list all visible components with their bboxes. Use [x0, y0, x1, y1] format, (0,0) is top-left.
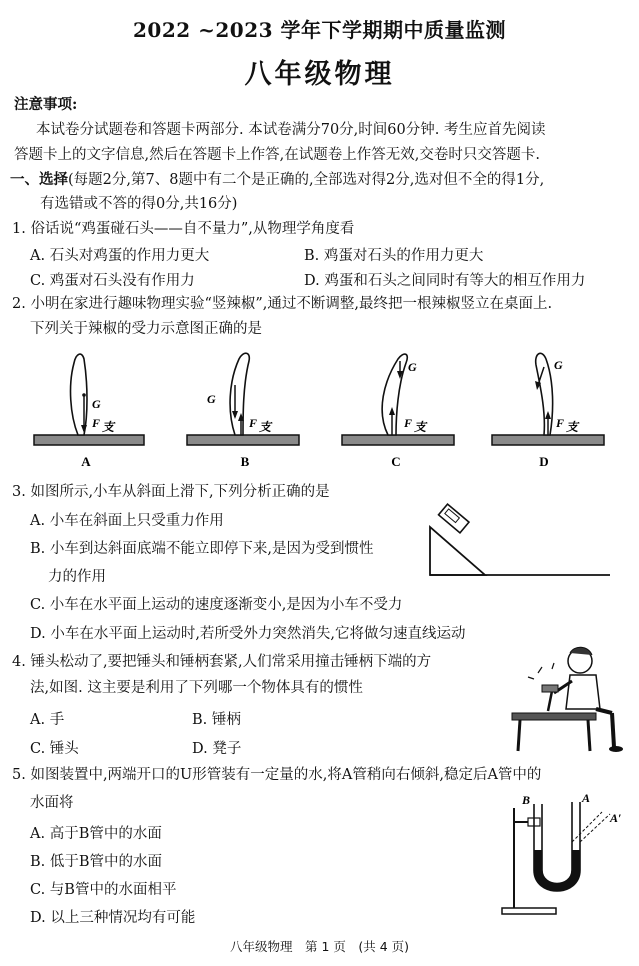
q5-option-b: B. 低于B管中的水面 [30, 854, 163, 870]
section-1-desc: (每题2分,第7、8题中有二个是正确的,全部选对得2分,选对但不全的得1分, [68, 172, 545, 188]
q2-stem-1: 2. 小明在家进行趣味物理实验“竖辣椒”,通过不断调整,最终把一根辣椒竖立在桌面上. [12, 296, 553, 312]
q2-figure-d [490, 345, 615, 475]
q1-option-d: D. 鸡蛋和石头之间同时有等大的相互作用力 [304, 273, 586, 289]
q5-label-a-prime: A′ [610, 811, 622, 825]
q2-d-force-f-sub: 支 [566, 420, 579, 434]
q5-stem-1: 5. 如图装置中,两端开口的U形管装有一定量的水,将A管稍向右倾斜,稳定后A管中的 [12, 767, 542, 783]
q4-option-b: B. 锤柄 [192, 712, 241, 728]
q5-u-tube-figure [500, 790, 630, 920]
q1-option-b: B. 鸡蛋对石头的作用力更大 [304, 248, 484, 264]
q1-option-c: C. 鸡蛋对石头没有作用力 [30, 273, 195, 289]
q4-option-d: D. 凳子 [192, 741, 242, 757]
q1-stem: 1. 俗话说“鸡蛋碰石头——自不量力”,从物理学角度看 [12, 221, 355, 237]
cart-icon [439, 504, 469, 533]
q1-option-a: A. 石头对鸡蛋的作用力更大 [30, 248, 210, 264]
q3-incline-figure [425, 505, 615, 585]
q5-label-b: B [522, 793, 531, 807]
q2-b-force-f-sub: 支 [259, 420, 272, 434]
q4-stem-1: 4. 锤头松动了,要把锤头和锤柄套紧,人们常采用撞击锤柄下端的方 [12, 654, 432, 670]
exam-subject: 八年级物理 [244, 59, 395, 90]
q2-a-force-f: F [92, 416, 101, 430]
q4-hammer-illustration [508, 643, 626, 758]
q4-option-a: A. 手 [30, 712, 65, 728]
q3-option-b: B. 小车到达斜面底端不能立即停下来,是因为受到惯性 [30, 541, 374, 557]
q3-option-a: A. 小车在斜面上只受重力作用 [30, 513, 224, 529]
q2-figure-a [30, 345, 150, 475]
q2-figure-c [340, 345, 460, 475]
hammer-handle-icon [548, 691, 552, 711]
q5-stem-2: 水面将 [30, 795, 74, 811]
q2-d-force-f: F [556, 416, 565, 430]
section-1-line-2: 有选错或不答的得0分,共16分) [40, 196, 238, 212]
q2-label-a: A [81, 454, 91, 469]
q2-b-force-f: F [249, 416, 258, 430]
notice-line-2: 答题卡上的文字信息,然后在答题卡上作答,在试题卷上作答无效,交卷时只交答题卡. [14, 147, 540, 163]
q2-label-d: D [539, 454, 549, 469]
q2-c-force-f: F [404, 416, 413, 430]
q2-a-force-g: G [92, 397, 101, 411]
section-1-heading: 一、选择 [10, 171, 68, 188]
q2-label-c: C [391, 454, 401, 469]
notice-heading: 注意事项: [14, 96, 78, 113]
page-footer: 八年级物理 第 1 页 (共 4 页) [229, 939, 410, 954]
q3-option-d: D. 小车在水平面上运动时,若所受外力突然消失,它将做匀速直线运动 [30, 626, 466, 642]
q2-a-force-f-sub: 支 [102, 420, 115, 434]
q3-option-b-cont: 力的作用 [48, 569, 106, 585]
q5-label-a: A [582, 791, 591, 805]
q2-d-force-g: G [554, 358, 563, 372]
hammer-head-icon [542, 685, 558, 692]
q3-option-c: C. 小车在水平面上运动的速度逐渐变小,是因为小车不受力 [30, 597, 403, 613]
q4-option-c: C. 锤头 [30, 741, 79, 757]
q4-stem-2: 法,如图. 这主要是利用了下列哪一个物体具有的惯性 [30, 680, 363, 696]
q2-c-force-g: G [408, 360, 417, 374]
notice-line-1: 本试卷分试题卷和答题卡两部分. 本试卷满分70分,时间60分钟. 考生应首先阅读 [36, 122, 546, 138]
exam-title: 2022 ~2023 学年下学期期中质量监测 [132, 18, 506, 42]
q2-c-force-f-sub: 支 [414, 420, 427, 434]
q2-label-b: B [240, 454, 250, 469]
section-1-line-1 [10, 170, 544, 190]
q5-option-c: C. 与B管中的水面相平 [30, 882, 177, 898]
q5-option-a: A. 高于B管中的水面 [30, 826, 162, 842]
q2-b-force-g: G [207, 392, 216, 406]
q5-option-d: D. 以上三种情况均有可能 [30, 910, 196, 926]
q3-stem: 3. 如图所示,小车从斜面上滑下,下列分析正确的是 [12, 484, 330, 500]
q2-stem-2: 下列关于辣椒的受力示意图正确的是 [30, 321, 262, 337]
q2-figure-b [185, 345, 305, 475]
